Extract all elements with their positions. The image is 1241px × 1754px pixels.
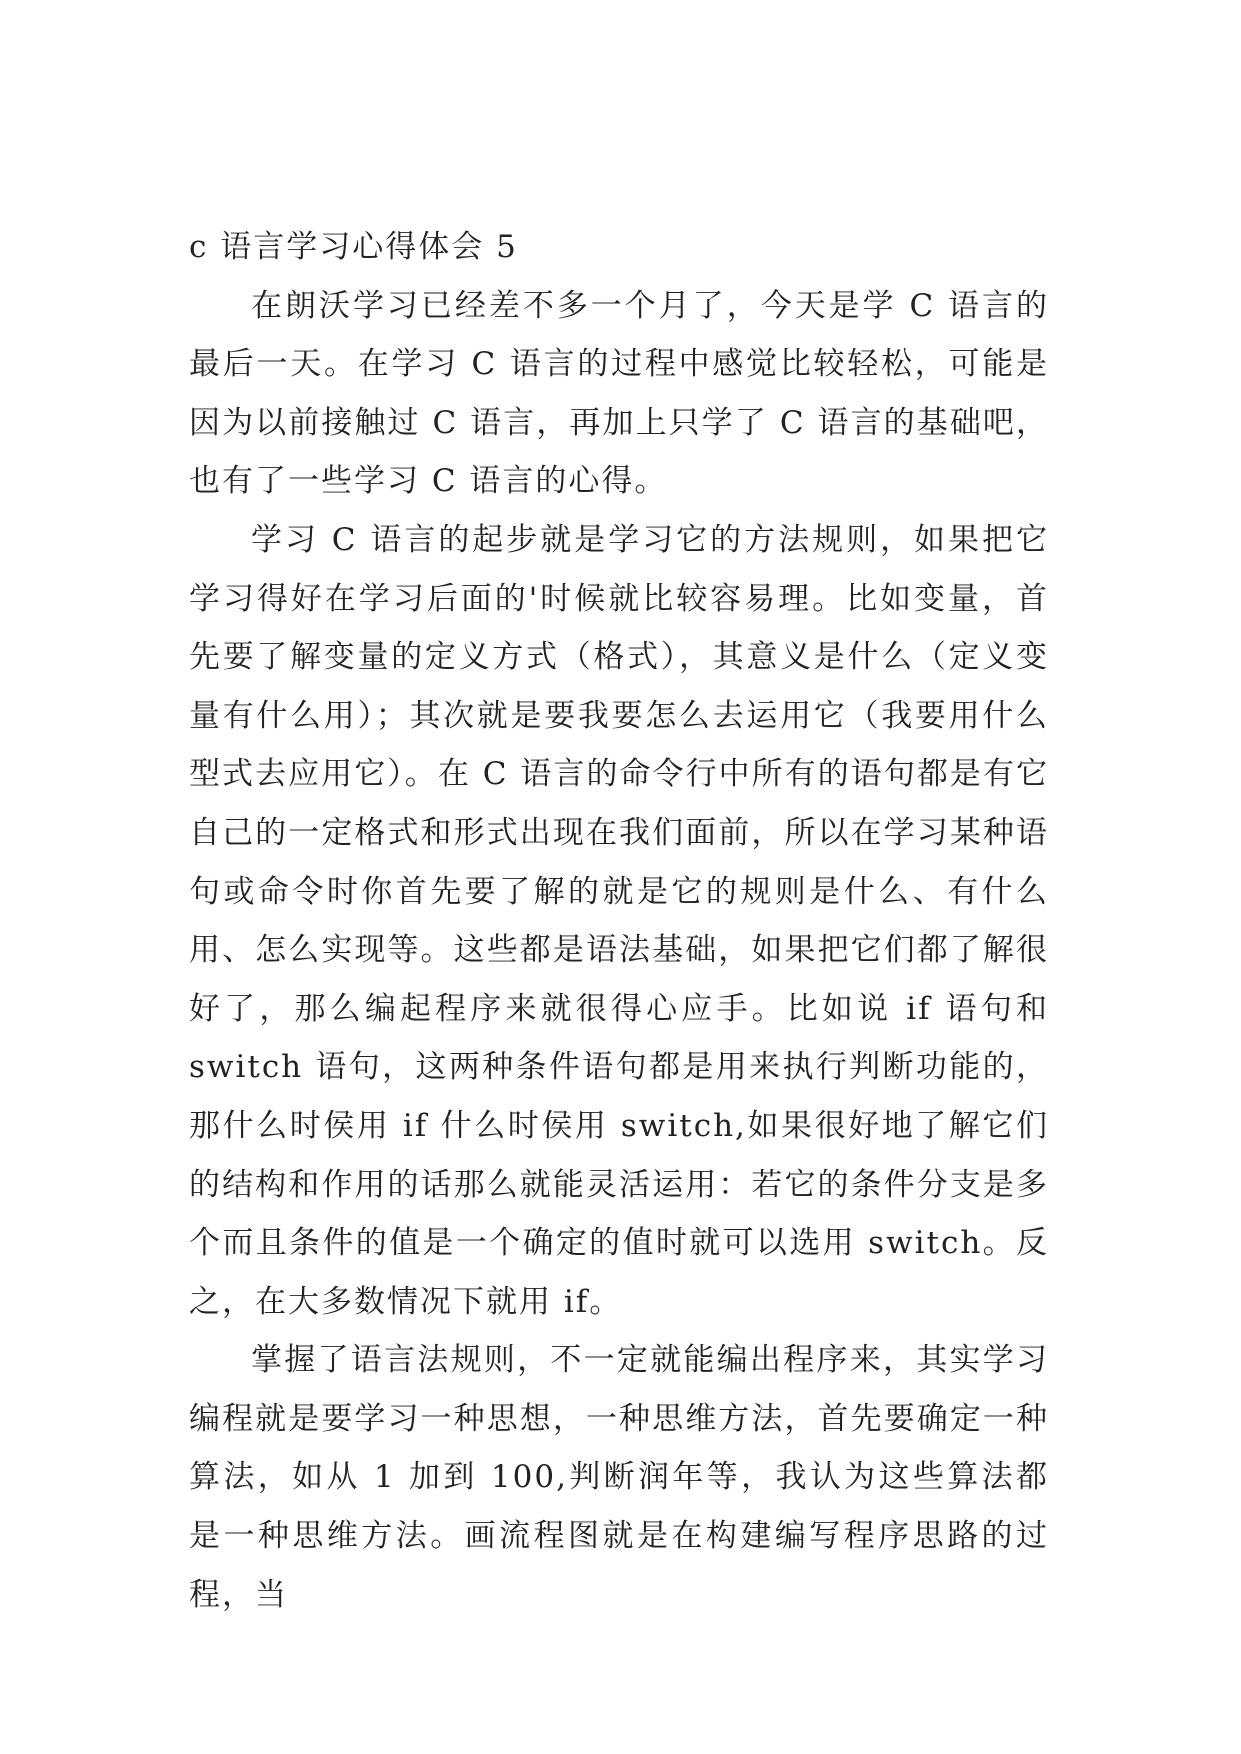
document-title: c 语言学习心得体会 5 [189, 229, 518, 265]
paragraph-3: 掌握了语言法规则，不一定就能编出程序来，其实学习编程就是要学习一种思想，一种思维方法，首先要确定一种算法，如从 1 加到 100,判断润年等，我认为这些算法都是一种思维方法。画流程图就是在构建编写程序思路的过程，当 [189, 1342, 1049, 1613]
document-body [189, 218, 1049, 1624]
paragraph-2: 学习 C 语言的起步就是学习它的方法规则，如果把它学习得好在学习后面的'时候就比较容易理。比如变量，首先要了解变量的定义方式（格式），其意义是什么（定义变量有什么用）；其次就是要我要怎么去运用它（我要用什么型式去应用它）。在 C 语言的命令行中所有的语句都是有它自己的一定格式和形式出现在我们面前，所以在学习某种语句或命令时你首先要了解的就是它的规则是什么、有什么用、怎么实现等。这些都是语法基础，如果把它们都了解很好了，那么编起程序来就很得心应手。比如说 if 语句和 switch 语句，这两种条件语句都是用来执行判断功能的，那什么时侯用 if 什么时侯用 switch,如果很好地了解它们的结构和作用的话那么就能灵活运用：若它的条件分支是多个而且条件的值是一个确定的值时就可以选用 switch。反之，在大多数情况下就用 if。 [189, 521, 1049, 1320]
paragraph-1: 在朗沃学习已经差不多一个月了，今天是学 C 语言的最后一天。在学习 C 语言的过程中感觉比较轻松，可能是因为以前接触过 C 语言，再加上只学了 C 语言的基础吧，也有了一些学习 C 语言的心得。 [189, 287, 1049, 500]
